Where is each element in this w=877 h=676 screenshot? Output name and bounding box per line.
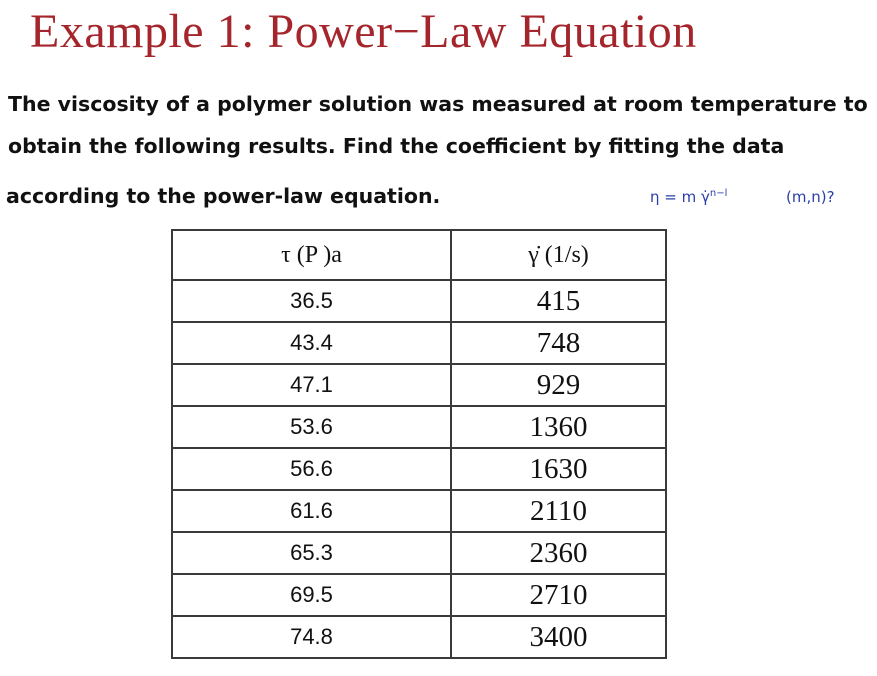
cell-shear-stress: 61.6	[172, 490, 451, 532]
cell-shear-stress: 74.8	[172, 616, 451, 658]
problem-text-line-1: The viscosity of a polymer solution was measured at room temperature to	[8, 92, 868, 116]
cell-shear-rate: 415	[451, 280, 666, 322]
cell-shear-stress: 56.6	[172, 448, 451, 490]
table-row	[172, 364, 666, 406]
cell-shear-rate: 2710	[451, 574, 666, 616]
cell-shear-rate: 1630	[451, 448, 666, 490]
cell-shear-stress: 43.4	[172, 322, 451, 364]
cell-shear-stress: 69.5	[172, 574, 451, 616]
table-row	[172, 532, 666, 574]
table-header-row	[172, 230, 666, 280]
formula-exponent: n−l	[709, 188, 728, 199]
table-row	[172, 448, 666, 490]
header-shear-stress: τ (P )a	[172, 230, 451, 280]
cell-shear-rate: 929	[451, 364, 666, 406]
cell-shear-rate: 3400	[451, 616, 666, 658]
handwritten-unknowns: (m,n)?	[786, 188, 835, 206]
cell-shear-rate: 2360	[451, 532, 666, 574]
table-row	[172, 616, 666, 658]
page-title: Example 1: Power−Law Equation	[30, 5, 697, 58]
table-row	[172, 574, 666, 616]
data-table	[171, 229, 667, 659]
header-shear-rate: γ̇ (1/s)	[451, 230, 666, 280]
handwritten-formula	[650, 188, 727, 206]
cell-shear-rate: 2110	[451, 490, 666, 532]
formula-base: η = m γ̇	[650, 188, 710, 206]
cell-shear-stress: 36.5	[172, 280, 451, 322]
table-row	[172, 322, 666, 364]
table-row	[172, 406, 666, 448]
table-row	[172, 280, 666, 322]
cell-shear-stress: 65.3	[172, 532, 451, 574]
cell-shear-rate: 748	[451, 322, 666, 364]
problem-text-line-3: according to the power-law equation.	[6, 184, 441, 208]
cell-shear-rate: 1360	[451, 406, 666, 448]
problem-text-line-2: obtain the following results. Find the coefficient by fitting the data	[8, 134, 785, 158]
cell-shear-stress: 53.6	[172, 406, 451, 448]
cell-shear-stress: 47.1	[172, 364, 451, 406]
table-row	[172, 490, 666, 532]
